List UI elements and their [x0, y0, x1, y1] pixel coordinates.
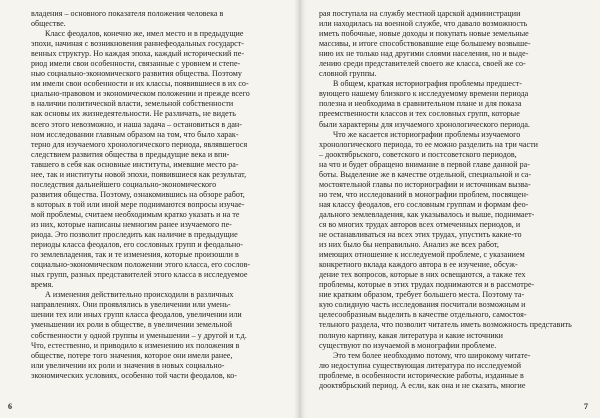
text-line: в наличии политической власти, земельной собственности — [31, 99, 234, 109]
text-line: кую солидную часть исследования посчитали возможным и — [319, 300, 526, 310]
text-line: терно для изучаемого хронологического периода, являвшегося — [31, 139, 248, 149]
text-line: дооктябрьский период. А если, как она и не сказать, многие — [319, 380, 526, 390]
text-line: Это тем более необходимо потому, что широкому читате- — [333, 350, 531, 360]
text-line: владения – основного показателя положения человека в — [31, 9, 224, 18]
text-line: массивы, и итоге способствовавшие еще большему возвыше- — [319, 39, 531, 49]
text-line: Что же касается историографии проблемы изучаемого — [333, 129, 521, 139]
text-line: вующего нашему близкого к исследуемому времени периода — [319, 89, 529, 99]
text-line: шении тех или иных групп класса феодалов, увеличении или — [31, 310, 242, 320]
left-page-text — [31, 9, 285, 381]
text-line: проблемы, которые в этих трудах поднимаются и в рассмотре- — [319, 280, 535, 290]
text-line: лю недоступна существующая литература по исследуемой — [319, 360, 522, 370]
text-line: экономических условиях, особенно той части феодалов, ко- — [31, 370, 237, 380]
text-line: ном исследовании главным образом на том, что было харак- — [31, 129, 239, 139]
text-line: обществе. — [31, 19, 66, 29]
text-line: социально-экономическом положении этого класса, его сослов- — [31, 260, 251, 270]
page-number: 7 — [584, 402, 588, 411]
text-line: нее, так и институты новой эпохи, появившиеся как результат, — [31, 169, 247, 179]
text-line: А изменения действительно происходили в различных — [45, 290, 234, 300]
right-page-text — [319, 9, 573, 391]
text-line: всего этого невозможно, и наша задача – остановиться в дан- — [31, 119, 242, 129]
text-line: – дооктябрьского, советского и постсоветского периодов, — [319, 149, 517, 159]
text-line: тельного раздела, что позволит читатель иметь возможность представить — [319, 320, 572, 330]
text-line: были характерны для изучаемого хронологического периода. — [319, 119, 530, 129]
text-line: В общем, краткая историография проблемы предшест- — [333, 79, 523, 89]
text-line: нью социально-экономического развития общества. Поэтому — [31, 69, 242, 79]
text-line: полезна и необходима в сравнительном плане и для показа — [319, 99, 522, 109]
text-line: эпохи, начиная с возникновения раннефеодальных государст- — [31, 39, 244, 49]
text-line: циально-правовом и экономическом положении и прежде всего — [31, 89, 250, 99]
text-line: время. — [31, 280, 54, 290]
text-line: нию их не только над другими слоями населения, но и выде- — [319, 49, 529, 59]
text-line: ние кратким образом, требует большего места. Поэтому та- — [319, 290, 525, 300]
text-line: ся во многих трудах авторов всех отмеченных периодов, и — [319, 219, 521, 229]
text-line: дального землевладения, как указывалось и выше, поднимает- — [319, 209, 535, 219]
text-line: на что и будет обращено внимание в первой главе данной ра- — [319, 159, 530, 169]
text-line: словной группы. — [319, 69, 377, 79]
text-line: им имели свои особенности и их классы, появившиеся в их со- — [31, 79, 249, 89]
text-line: не останавливаться на всех этих трудах, упустить какие-то — [319, 230, 522, 240]
text-line: направлениях. Они проявлялись в увеличении или умень- — [31, 300, 231, 310]
text-line: ных групп, разных представителей этого класса в исследуемое — [31, 270, 248, 280]
text-line: существуют по изучаемой в монографии проблеме. — [319, 340, 497, 350]
text-line: дение тех вопросов, которые в них освещаются, а также тех — [319, 270, 526, 280]
text-line: в которых в той или иной мере поднимаются вопросы изучае- — [31, 199, 245, 209]
text-line: последствия дальнейшего социально-экономического — [31, 179, 217, 189]
text-line: следствием развития общества в предыдущие века и впи- — [31, 149, 230, 159]
text-line: мостоятельной главы по историографии и источникам вызва- — [319, 179, 531, 189]
page-number: 6 — [8, 402, 12, 411]
text-line: целесообразным выделить в качестве отдельного, самостоя- — [319, 310, 527, 320]
text-line: из них было бы неправильно. Анализ же всех работ, — [319, 240, 499, 250]
text-line: развития общества. Поэтому, ознакомившись на обзоре работ, — [31, 189, 245, 199]
text-line: лению среди представителей своего же класса, своей же со- — [319, 59, 526, 69]
text-line: боты. Выделение же в качестве отдельной, специальной и са- — [319, 169, 532, 179]
text-line: хронологического периода, то ее можно разделить на три части — [319, 139, 538, 149]
right-page — [300, 0, 600, 418]
text-line: уменьшении их роли в обществе, в увеличении земельной — [31, 320, 233, 330]
text-line: периоды класса феодалов, его сословных групп и феодально- — [31, 240, 244, 250]
book-gutter-shadow — [294, 0, 306, 418]
text-line: риода. Это позволит проследить как наличие в предыдущие — [31, 230, 238, 240]
text-line: обществе, потере того значения, которое они имели ранее, — [31, 350, 233, 360]
text-line: Класс феодалов, конечно же, имел место и в предыдущие — [45, 29, 244, 39]
text-line: из них, которые написаны немногим ранее изучаемого пе- — [31, 219, 232, 229]
text-line: мой проблемы, считаем необходимым кратко указать и на те — [31, 209, 240, 219]
text-line: проблеме, в особенности исторические работы, изданные в — [319, 370, 524, 380]
text-line: Что, естественно, и приводило к изменению их положения в — [31, 340, 240, 350]
text-line: как основы их жизнедеятельности. Не различать, не видеть — [31, 109, 236, 119]
text-line: риод имели свои особенности, связанные с уровнем и степе- — [31, 59, 241, 69]
text-line: полную картину, какая литература и какие источники — [319, 330, 503, 340]
text-line: или находилась на военной службе, что давало возможность — [319, 19, 528, 29]
text-line: иметь побочные, новые доходы и покупать новые земельные — [319, 29, 529, 39]
text-line: но тем, что исследований в монографии проблем, посвящен- — [319, 189, 529, 199]
text-line: рая поступала на службу местной царской администрации — [319, 9, 521, 18]
text-line: собственности у одной группы и уменьшении – у другой и т.д. — [31, 330, 247, 340]
text-line: ная классу феодалов, его сословным группам и формам фео- — [319, 199, 529, 209]
text-line: конкретного вклада каждого автора в ее изучение, обсуж- — [319, 260, 518, 270]
text-line: го землевладения, так и те изменения, которые произошли в — [31, 250, 239, 260]
text-line: венных структур. Но каждая эпоха, каждый исторический пе- — [31, 49, 245, 59]
text-line: тавшего в себя как основные институты, имевшие место ра- — [31, 159, 239, 169]
text-line: или увеличении их роли и значения в новых социально- — [31, 360, 225, 370]
text-line: преемственности классов и тех сословных групп, которые — [319, 109, 520, 119]
text-line: имеющих отношение к исследуемой проблеме, с указанием — [319, 250, 525, 260]
